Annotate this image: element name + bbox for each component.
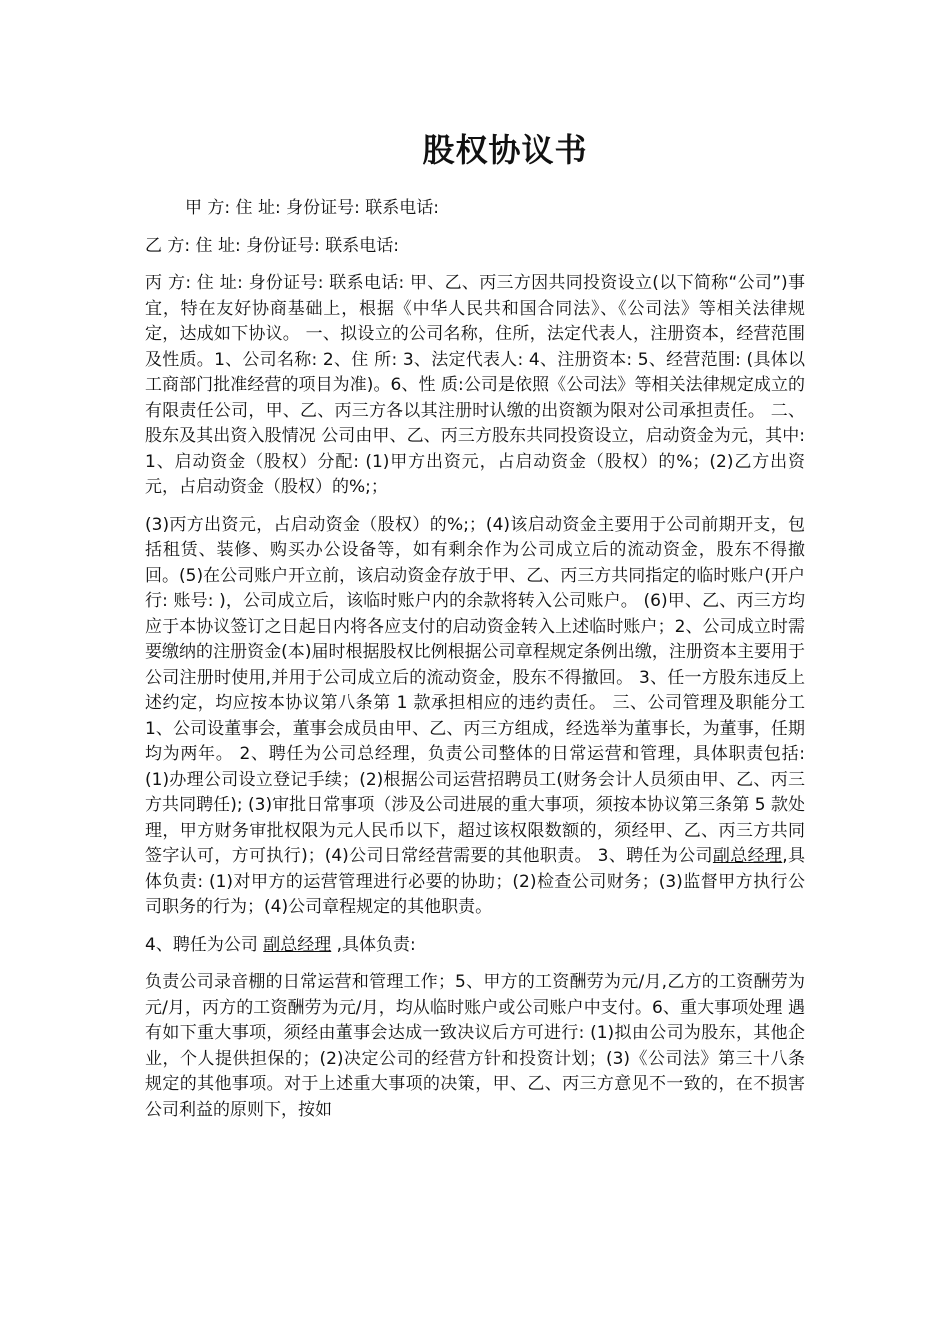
paragraph-2-text-b: ,具体负责: (1)对甲方的运营管理进行必要的协助；(2)检查公司财务；(3)监督甲方执行公司职务的行为；(4)公司章程规定的其他职责。: [145, 846, 806, 917]
vice-gm-underlined-1: 副总经理: [712, 846, 783, 866]
agreement-paragraph-2: [145, 513, 805, 921]
document-title: 股权协议书: [422, 131, 588, 169]
paragraph-3-text-b: ,具体负责:: [331, 934, 416, 955]
vice-gm-underlined-2: 副总经理: [263, 934, 332, 955]
party-a-line: 甲 方: 住 址: 身份证号: 联系电话:: [185, 198, 439, 218]
document-page: [145, 128, 805, 1135]
agreement-paragraph-3: [145, 933, 805, 959]
agreement-paragraph-1: 丙 方: 住 址: 身份证号: 联系电话: 甲、乙、丙三方因共同投资设立(以下简称“公司”)事宜，特在友好协商基础上，根据《中华人民共和国合同法》、《公司法》等相关法律规定，达成如下协议。 一、拟设立的公司名称，住所，法定代表人，注册资本，经营范围及性质。1、公司名称: 2、住 所: 3、法定代表人: 4、注册资本: 5、经营范围: (具体以工商部门批准经营的项目为准)。6、性 质:公司是依照《公司法》等相关法律规定成立的有限责任公司，甲、乙、丙三方各以其注册时认缴的出资额为限对公司承担责任。 二、股东及其出资入股情况 公司由甲、乙、丙三方股东共同投资设立，启动资金为元，其中: 1、启动资金（股权）分配: (1)甲方出资元，占启动资金（股权）的%；(2)乙方出资元，占启动资金（股权）的%;；: [145, 273, 805, 497]
paragraph-2-text-a: (3)丙方出资元，占启动资金（股权）的%;；(4)该启动资金主要用于公司前期开支，包括租赁、装修、购买办公设备等，如有剩余作为公司成立后的流动资金，股东不得撤回。(5)在公司账户开立前，该启动资金存放于甲、乙、丙三方共同指定的临时账户(开户行: 账号: )，公司成立后，该临时账户内的余款将转入公司账户。 (6)甲、乙、丙三方均应于本协议签订之日起日内将各应支付的启动资金转入上述临时账户；2、公司成立时需要缴纳的注册资金(本)届时根据股权比例根据公司章程规定条例出缴，注册资本主要用于公司注册时使用,并用于公司成立后的流动资金，股东不得撤回。 3、任一方股东违反上述约定，均应按本协议第八条第 1 款承担相应的违约责任。 三、公司管理及职能分工 1、公司设董事会，董事会成员由甲、乙、丙三方组成，经选举为董事长，为董事，任期均为两年。 2、聘任为公司总经理，负责公司整体的日常运营和管理，具体职责包括: (1)办理公司设立登记手续；(2)根据公司运营招聘员工(财务会计人员须由甲、乙、丙三方共同聘任); (3)审批日常事项（涉及公司进展的重大事项，须按本协议第三条第 5 款处理，甲方财务审批权限为元人民币以下，超过该权限数额的，须经甲、乙、丙三方共同签字认可，方可执行)；(4)公司日常经营需要的其他职责。 3、聘任为公司: [145, 514, 805, 866]
agreement-paragraph-4: 负责公司录音棚的日常运营和管理工作；5、甲方的工资酬劳为元/月,乙方的工资酬劳为元/月，丙方的工资酬劳为元/月，均从临时账户或公司账户中支付。6、重大事项处理 遇有如下重大事项，须经由董事会达成一致决议后方可进行: (1)拟由公司为股东，其他企业，个人提供担保的；(2)决定公司的经营方针和投资计划；(3)《公司法》第三十八条规定的其他事项。对于上述重大事项的决策，甲、乙、丙三方意见不一致的，在不损害公司利益的原则下，按如: [145, 972, 805, 1120]
party-b-line: 乙 方: 住 址: 身份证号: 联系电话:: [145, 235, 399, 256]
paragraph-3-text-a: 4、聘任为公司: [145, 934, 264, 955]
